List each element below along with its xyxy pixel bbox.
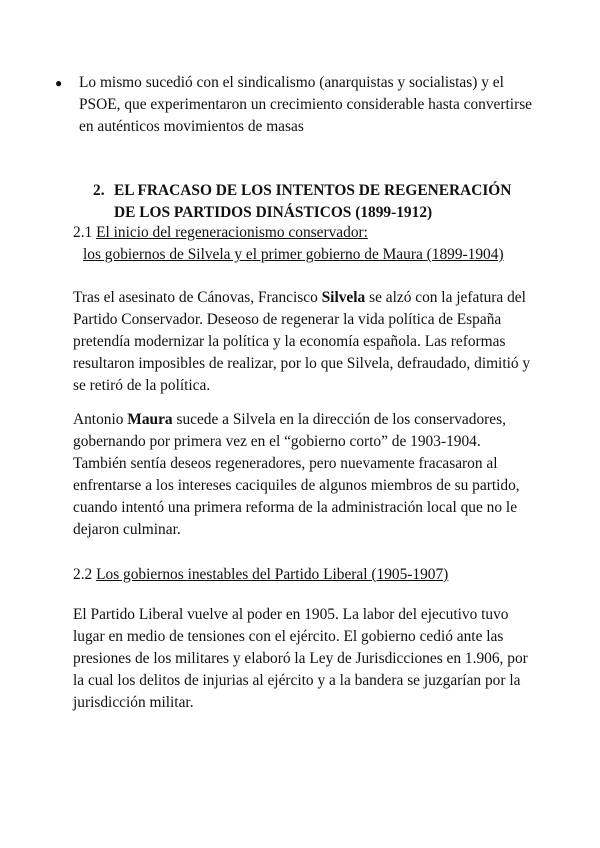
subsection-heading-1 (73, 222, 368, 244)
subsection-title-2: Los gobiernos inestables del Partido Liberal (1905-1907) (96, 566, 449, 583)
section-title-text-2: DE LOS PARTIDOS DINÁSTICOS (1899-1912) (114, 204, 433, 221)
bullet-text: Lo mismo sucedió con el sindicalismo (anarquistas y socialistas) y el PSOE, que experimentaron un crecimiento considerable hasta convertirse en auténticos movimientos de masas (79, 74, 533, 135)
subsection-heading-1-cont (83, 244, 504, 266)
subsection-title-1-line2: los gobiernos de Silvela y el primer gobierno de Maura (1899-1904) (83, 246, 504, 263)
subsection-number-2: 2.2 (73, 566, 93, 583)
subsection-heading-2 (73, 564, 448, 586)
paragraph-silvela-text-a: Tras el asesinato de Cánovas, Francisco (73, 289, 322, 306)
name-silvela: Silvela (321, 289, 366, 306)
section-title-text-1: EL FRACASO DE LOS INTENTOS DE REGENERACIÓN (114, 182, 512, 199)
subsection-number-1: 2.1 (73, 224, 93, 241)
paragraph-maura-text-a: Antonio (73, 411, 128, 428)
section-number: 2. (93, 182, 105, 199)
paragraph-maura (73, 409, 533, 541)
section-heading (93, 180, 533, 224)
paragraph-silvela-text-b: se alzó con la jefatura del Partido Conservador. Deseoso de regenerar la vida política de España pretendía modernizar la política y la economía española. Las reformas resultaron imposibles de realizar, por lo que Silvela, defraudado, dimitió y se retiró de la política. (73, 289, 531, 394)
paragraph-liberal: El Partido Liberal vuelve al poder en 1905. La labor del ejecutivo tuvo lugar en medio de tensiones con el ejército. El gobierno cedió ante las presiones de los militares y elaboró la Ley de Jurisdicciones en 1.906, por la cual los delitos de injurias al ejército y a la bandera se juzgarían por la jurisdicción militar. (73, 606, 528, 711)
paragraph-maura-text-b: sucede a Silvela en la dirección de los conservadores, gobernando por primera vez en el “gobierno corto” de 1903-1904. También sentía deseos regeneradores, pero nuevamente fracasaron al enfrentarse a los intereses caciquiles de algunos miembros de su partido, cuando intentó una primera reforma de la administración local que no le dejaron culminar. (73, 411, 520, 538)
bullet-icon: ● (55, 76, 63, 90)
section-heading-line1 (93, 180, 533, 202)
name-maura: Maura (127, 411, 173, 428)
bullet-list-item (55, 72, 535, 138)
paragraph-silvela (73, 287, 533, 397)
subsection-title-1-line1: El inicio del regeneracionismo conservador: (96, 224, 368, 241)
